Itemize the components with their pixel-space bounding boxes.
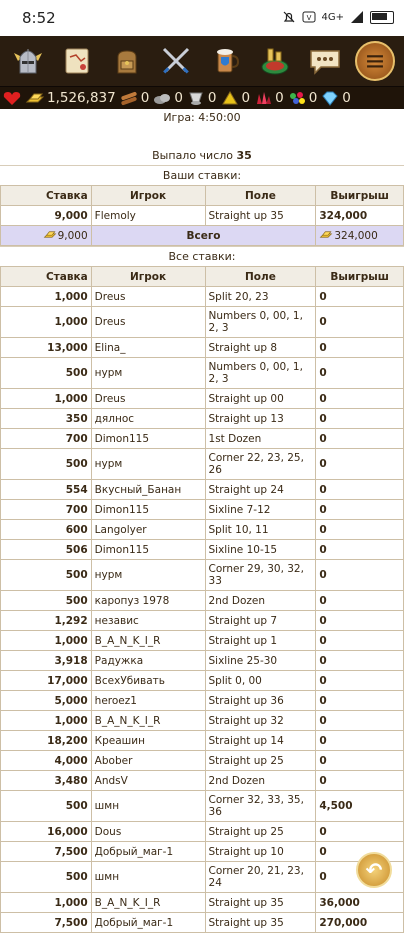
table-header-row <box>1 186 404 206</box>
win-amount: 324,000 <box>316 206 404 226</box>
player-name[interactable]: нурм <box>91 560 205 591</box>
player-name[interactable]: шмн <box>91 862 205 893</box>
win-amount: 0 <box>316 751 404 771</box>
sulfur-icon <box>220 90 240 106</box>
table-row <box>1 480 404 500</box>
player-name[interactable]: Радужка <box>91 651 205 671</box>
win-amount: 0 <box>316 771 404 791</box>
win-amount: 270,000 <box>316 913 404 933</box>
resource-gems <box>287 90 318 106</box>
player-name[interactable]: Dreus <box>91 389 205 409</box>
total-bet-value: 9,000 <box>57 230 88 242</box>
player-name[interactable]: нурм <box>91 358 205 389</box>
player-name[interactable]: Dimon115 <box>91 540 205 560</box>
col-header-field: Поле <box>205 186 316 206</box>
diamonds-amount: 0 <box>342 90 351 106</box>
player-name[interactable]: Dreus <box>91 307 205 338</box>
table-row <box>1 307 404 338</box>
volte-icon <box>302 10 316 24</box>
win-amount: 0 <box>316 449 404 480</box>
wood-icon <box>119 90 139 106</box>
bet-amount: 1,000 <box>1 287 92 307</box>
beer-mug-shield-icon[interactable] <box>207 42 245 80</box>
chat-bubble-icon[interactable] <box>306 42 344 80</box>
game-time: Игра: 4:50:00 <box>163 111 241 124</box>
bet-field: Straight up 35 <box>205 206 316 226</box>
win-amount: 0 <box>316 358 404 389</box>
table-row <box>1 358 404 389</box>
bet-field: Split 0, 00 <box>205 671 316 691</box>
win-amount: 4,500 <box>316 791 404 822</box>
resource-gold <box>25 90 116 106</box>
player-name[interactable]: Elina_ <box>91 338 205 358</box>
game-menu-bar <box>0 36 404 87</box>
col-header-win: Выигрыш <box>316 186 404 206</box>
stone-icon <box>152 90 172 106</box>
bet-field: Numbers 0, 00, 1, 2, 3 <box>205 307 316 338</box>
gold-icon <box>43 229 57 240</box>
your-bets-body <box>1 206 404 226</box>
bet-field: 1st Dozen <box>205 429 316 449</box>
bet-field: Corner 22, 23, 25, 26 <box>205 449 316 480</box>
result-number: 35 <box>236 149 252 162</box>
win-amount: 0 <box>316 500 404 520</box>
result-line <box>0 146 404 165</box>
resource-sulfur <box>220 90 251 106</box>
gems-amount: 0 <box>308 90 318 106</box>
player-name[interactable]: B_A_N_K_I_R <box>91 631 205 651</box>
player-name[interactable]: Dreus <box>91 287 205 307</box>
player-name[interactable]: AndsV <box>91 771 205 791</box>
table-row <box>1 449 404 480</box>
bet-amount: 3,918 <box>1 651 92 671</box>
player-name[interactable]: Flemoly <box>91 206 205 226</box>
table-row <box>1 711 404 731</box>
bet-amount: 7,500 <box>1 913 92 933</box>
bet-amount: 700 <box>1 500 92 520</box>
win-amount: 0 <box>316 591 404 611</box>
all-bets-table <box>0 266 404 933</box>
table-row <box>1 611 404 631</box>
network-type: 4G+ <box>321 11 344 23</box>
roulette-results <box>0 108 404 933</box>
crystal-icon <box>253 90 273 106</box>
col-header-bet: Ставка <box>1 186 92 206</box>
signal-icon <box>350 10 364 24</box>
bet-field: Straight up 8 <box>205 338 316 358</box>
stone-amount: 0 <box>174 90 183 106</box>
knight-helmet-icon[interactable] <box>9 42 47 80</box>
table-row <box>1 429 404 449</box>
back-arrow-glyph: ↶ <box>365 858 383 882</box>
resource-wood <box>119 90 150 106</box>
your-bets-table <box>0 185 404 246</box>
table-row <box>1 822 404 842</box>
table-row <box>1 651 404 671</box>
clock: 8:52 <box>22 9 56 27</box>
win-amount: 0 <box>316 307 404 338</box>
player-name[interactable]: Dous <box>91 822 205 842</box>
bet-amount: 1,000 <box>1 389 92 409</box>
bet-amount: 700 <box>1 429 92 449</box>
table-row <box>1 409 404 429</box>
all-bets-body <box>1 287 404 933</box>
bet-amount: 600 <box>1 520 92 540</box>
your-bets-title: Ваши ставки: <box>0 165 404 185</box>
col-header-field: Поле <box>205 267 316 287</box>
table-row <box>1 206 404 226</box>
bet-amount: 1,000 <box>1 631 92 651</box>
heart-icon <box>2 90 22 106</box>
bet-field: Numbers 0, 00, 1, 2, 3 <box>205 358 316 389</box>
total-label: Всего <box>91 226 316 246</box>
spacer <box>0 127 404 146</box>
gems-icon <box>287 90 307 106</box>
health-heart <box>2 90 22 106</box>
result-label: Выпало число <box>152 149 234 162</box>
win-amount: 0 <box>316 822 404 842</box>
mercury-amount: 0 <box>207 90 217 106</box>
win-amount: 0 <box>316 480 404 500</box>
wood-amount: 0 <box>140 90 150 106</box>
menu-icon[interactable] <box>355 41 395 81</box>
bet-amount: 1,292 <box>1 611 92 631</box>
backpack-icon[interactable] <box>108 42 146 80</box>
table-row <box>1 500 404 520</box>
bet-field: Straight up 24 <box>205 480 316 500</box>
player-name[interactable]: дялнос <box>91 409 205 429</box>
table-row <box>1 913 404 933</box>
player-name[interactable]: ВсехУбивать <box>91 671 205 691</box>
gold-amount: 1,526,837 <box>47 90 116 106</box>
bet-field: Sixline 10-15 <box>205 540 316 560</box>
player-name[interactable]: Langolyer <box>91 520 205 540</box>
table-row <box>1 751 404 771</box>
crossed-swords-icon[interactable] <box>157 42 195 80</box>
bet-amount: 500 <box>1 591 92 611</box>
bet-amount: 500 <box>1 358 92 389</box>
resource-crystal <box>253 90 284 106</box>
player-name[interactable]: Dimon115 <box>91 500 205 520</box>
bet-amount: 500 <box>1 449 92 480</box>
bet-field: Straight up 00 <box>205 389 316 409</box>
status-icons <box>282 10 395 24</box>
player-name[interactable]: Abober <box>91 751 205 771</box>
bet-amount: 16,000 <box>1 822 92 842</box>
win-amount: 0 <box>316 862 404 893</box>
table-row <box>1 791 404 822</box>
win-amount: 0 <box>316 711 404 731</box>
table-row <box>1 338 404 358</box>
win-amount: 0 <box>316 651 404 671</box>
table-row <box>1 842 404 862</box>
win-amount: 0 <box>316 731 404 751</box>
table-row <box>1 389 404 409</box>
bet-field: Straight up 35 <box>205 913 316 933</box>
win-amount: 0 <box>316 691 404 711</box>
player-name[interactable]: Добрый_маг-1 <box>91 913 205 933</box>
table-row <box>1 520 404 540</box>
total-bet <box>1 226 92 246</box>
total-row <box>1 226 404 246</box>
table-row <box>1 591 404 611</box>
bet-amount: 18,200 <box>1 731 92 751</box>
player-name[interactable]: независ <box>91 611 205 631</box>
bet-field: Sixline 7-12 <box>205 500 316 520</box>
bet-amount: 1,000 <box>1 893 92 913</box>
table-row <box>1 893 404 913</box>
bet-field: Split 20, 23 <box>205 287 316 307</box>
game-info <box>0 108 404 165</box>
player-name[interactable]: Добрый_маг-1 <box>91 842 205 862</box>
bet-amount: 9,000 <box>1 206 92 226</box>
sulfur-amount: 0 <box>241 90 251 106</box>
mercury-icon <box>186 90 206 106</box>
bet-field: Straight up 36 <box>205 691 316 711</box>
back-arrow-icon[interactable] <box>356 852 392 888</box>
table-row <box>1 287 404 307</box>
total-win-value: 324,000 <box>334 230 378 242</box>
win-amount: 0 <box>316 338 404 358</box>
col-header-player: Игрок <box>91 186 205 206</box>
bet-amount: 506 <box>1 540 92 560</box>
win-amount: 0 <box>316 560 404 591</box>
table-row <box>1 731 404 751</box>
player-name[interactable]: Dimon115 <box>91 429 205 449</box>
gold-icon <box>25 90 45 106</box>
bet-amount: 5,000 <box>1 691 92 711</box>
bet-amount: 500 <box>1 791 92 822</box>
bet-field: Corner 29, 30, 32, 33 <box>205 560 316 591</box>
svg-text:V: V <box>306 14 311 22</box>
table-row <box>1 691 404 711</box>
bet-amount: 7,500 <box>1 842 92 862</box>
win-amount: 0 <box>316 611 404 631</box>
bet-field: Straight up 25 <box>205 822 316 842</box>
bet-field: Corner 32, 33, 35, 36 <box>205 791 316 822</box>
bet-amount: 554 <box>1 480 92 500</box>
table-row <box>1 540 404 560</box>
win-amount: 0 <box>316 671 404 691</box>
player-name[interactable]: heroez1 <box>91 691 205 711</box>
mute-icon <box>282 10 296 24</box>
bet-field: Straight up 7 <box>205 611 316 631</box>
bet-field: Straight up 32 <box>205 711 316 731</box>
table-row <box>1 671 404 691</box>
status-bar <box>0 0 404 36</box>
bet-amount: 500 <box>1 862 92 893</box>
win-amount: 0 <box>316 389 404 409</box>
table-header-row <box>1 267 404 287</box>
diamond-icon <box>320 90 340 106</box>
win-amount: 0 <box>316 842 404 862</box>
resource-diamonds <box>320 90 351 106</box>
col-header-bet: Ставка <box>1 267 92 287</box>
bet-field: Split 10, 11 <box>205 520 316 540</box>
win-amount: 0 <box>316 429 404 449</box>
bet-amount: 350 <box>1 409 92 429</box>
bet-field: Straight up 25 <box>205 751 316 771</box>
resource-bar <box>0 87 404 109</box>
roulette-coins-icon[interactable] <box>256 42 294 80</box>
table-row <box>1 771 404 791</box>
bet-field: Sixline 25-30 <box>205 651 316 671</box>
col-header-win: Выигрыш <box>316 267 404 287</box>
bet-field: Straight up 35 <box>205 893 316 913</box>
total-win <box>316 226 404 246</box>
bet-field: Corner 20, 21, 23, 24 <box>205 862 316 893</box>
bet-amount: 1,000 <box>1 711 92 731</box>
bet-amount: 17,000 <box>1 671 92 691</box>
gold-icon <box>319 229 333 240</box>
bet-amount: 500 <box>1 560 92 591</box>
battery-icon <box>370 11 394 24</box>
player-name[interactable]: Креашин <box>91 731 205 751</box>
bet-field: Straight up 14 <box>205 731 316 751</box>
col-header-player: Игрок <box>91 267 205 287</box>
crystal-amount: 0 <box>275 90 284 106</box>
player-name[interactable]: каропуз 1978 <box>91 591 205 611</box>
win-amount: 0 <box>316 520 404 540</box>
bet-amount: 13,000 <box>1 338 92 358</box>
win-amount: 0 <box>316 409 404 429</box>
table-row <box>1 862 404 893</box>
bet-field: 2nd Dozen <box>205 591 316 611</box>
bet-amount: 3,480 <box>1 771 92 791</box>
player-name[interactable]: B_A_N_K_I_R <box>91 711 205 731</box>
scroll-map-icon[interactable] <box>58 42 96 80</box>
player-name[interactable]: B_A_N_K_I_R <box>91 893 205 913</box>
bet-field: 2nd Dozen <box>205 771 316 791</box>
win-amount: 0 <box>316 540 404 560</box>
bet-field: Straight up 10 <box>205 842 316 862</box>
bet-field: Straight up 13 <box>205 409 316 429</box>
table-row <box>1 631 404 651</box>
player-name[interactable]: нурм <box>91 449 205 480</box>
win-amount: 0 <box>316 287 404 307</box>
win-amount: 36,000 <box>316 893 404 913</box>
player-name[interactable]: шмн <box>91 791 205 822</box>
player-name[interactable]: Вкусный_Банан <box>91 480 205 500</box>
resource-stone <box>152 90 183 106</box>
table-row <box>1 560 404 591</box>
bet-amount: 1,000 <box>1 307 92 338</box>
resource-mercury <box>186 90 217 106</box>
bet-amount: 4,000 <box>1 751 92 771</box>
bet-field: Straight up 1 <box>205 631 316 651</box>
win-amount: 0 <box>316 631 404 651</box>
all-bets-title: Все ставки: <box>0 246 404 266</box>
